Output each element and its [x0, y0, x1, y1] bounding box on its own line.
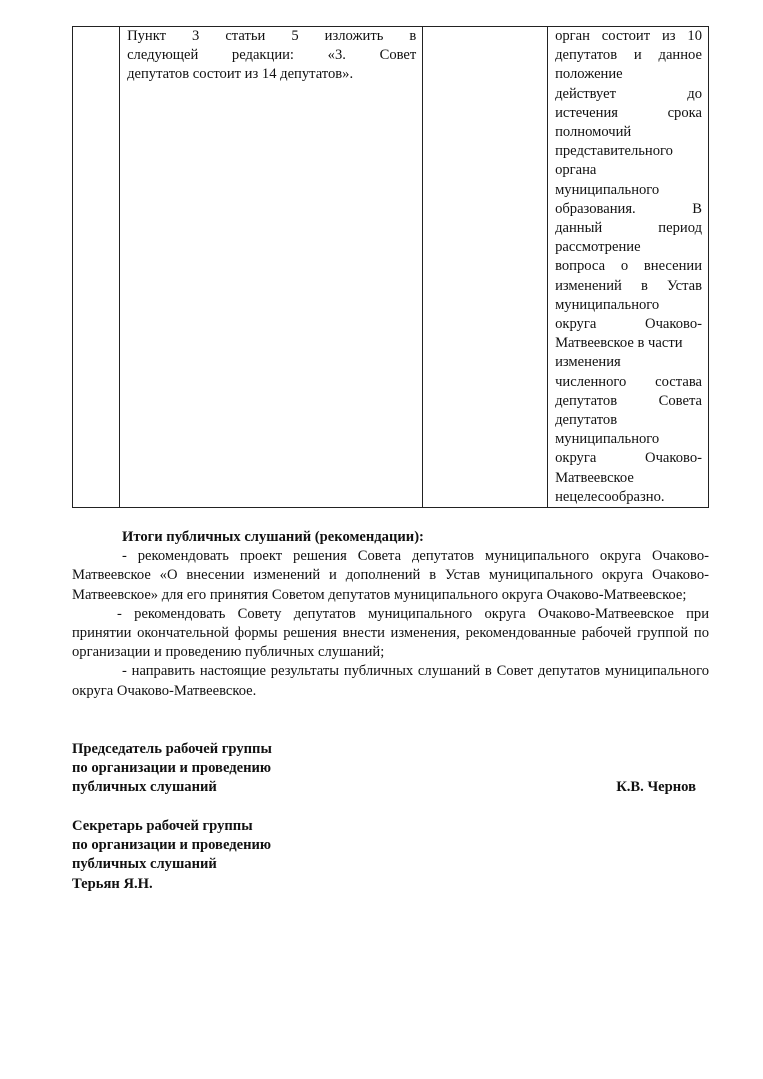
secretary-signature-block	[72, 817, 702, 894]
results-heading: Итоги публичных слушаний (рекомендации):	[122, 529, 424, 545]
table-cell-conclusion-line: муниципального	[555, 431, 660, 448]
table-cell-conclusion-line: положение	[555, 66, 623, 83]
secretary-title-line: публичных слушаний	[72, 856, 217, 873]
secretary-name: Терьян Я.Н.	[72, 875, 153, 892]
chairman-name: К.В. Чернов	[616, 779, 696, 795]
table-cell-conclusion-line: данный период	[555, 220, 702, 237]
table-cell-conclusion-line: органа	[555, 162, 597, 179]
table-cell-conclusion-line: округа Очаково-	[555, 316, 702, 333]
table-cell-conclusion-line: образования. В	[555, 200, 702, 217]
recommendation-paragraph: - рекомендовать Совету депутатов муниципального округа Очаково-Матвеевское при принятии окончательной формы решения внести изменения, рекомендованные рабочей группой по организации и проведению публичных слушаний;	[72, 605, 709, 661]
secretary-title-line: Секретарь рабочей группы	[72, 818, 253, 834]
secretary-title-line: по организации и проведению	[72, 837, 272, 854]
table-cell-amendment-line: депутатов состоит из 14 депутатов».	[127, 66, 354, 83]
table-cell-conclusion-line: представительного	[555, 143, 673, 160]
table-cell-conclusion-line: депутатов	[555, 412, 618, 429]
table-cell-conclusion-line: изменения	[555, 354, 621, 371]
table-cell-conclusion-line: депутатов и данное	[555, 47, 702, 64]
table-cell-conclusion-line: депутатов Совета	[555, 392, 702, 409]
table-cell-conclusion-line: истечения срока	[555, 104, 702, 121]
chairman-signature-block	[72, 740, 702, 798]
table-cell-conclusion-line: нецелесообразно.	[555, 488, 665, 505]
amendments-table	[72, 26, 709, 508]
table-cell-conclusion-line: Матвеевское	[555, 469, 634, 486]
chairman-title-line: публичных слушаний	[72, 779, 217, 796]
table-cell-amendment-line: Пункт 3 статьи 5 изложить в	[127, 28, 417, 44]
table-cell-conclusion-line: рассмотрение	[555, 239, 641, 256]
recommendation-paragraph: - направить настоящие результаты публичных слушаний в Совет депутатов муниципального округа Очаково-Матвеевское.	[72, 663, 709, 699]
chairman-title-line: по организации и проведению	[72, 760, 272, 777]
table-cell-conclusion-line: округа Очаково-	[555, 450, 702, 467]
table-cell-conclusion-line: полномочий	[555, 124, 632, 141]
table-cell-proposal	[423, 27, 548, 508]
table-row	[73, 27, 709, 508]
table-cell-conclusion-line: численного состава	[555, 373, 702, 390]
table-cell-conclusion-line: орган состоит из 10	[555, 28, 702, 44]
table-cell-conclusion-line: муниципального	[555, 181, 660, 198]
results-section	[72, 528, 709, 701]
table-cell-number	[73, 27, 120, 508]
table-cell-conclusion-line: действует до	[555, 85, 702, 102]
recommendation-paragraph: - рекомендовать проект решения Совета депутатов муниципального округа Очаково-Матвеевское «О внесении изменений и дополнений в Устав муниципального округа Очаково-Матвеевское» для его принятия Советом депутатов муниципального округа Очаково-Матвеевское;	[72, 548, 709, 603]
table-cell-conclusion-line: изменений в Устав	[555, 277, 702, 294]
table-cell-conclusion-line: Матвеевское в части	[555, 335, 683, 352]
chairman-title-line: Председатель рабочей группы	[72, 741, 272, 757]
table-cell-conclusion-line: вопроса о внесении	[555, 258, 702, 275]
table-cell-amendment-line: следующей редакции: «3. Совет	[127, 47, 417, 64]
table-cell-amendment	[120, 27, 423, 508]
table-cell-conclusion-line: муниципального	[555, 296, 660, 313]
table-cell-conclusion	[548, 27, 709, 508]
